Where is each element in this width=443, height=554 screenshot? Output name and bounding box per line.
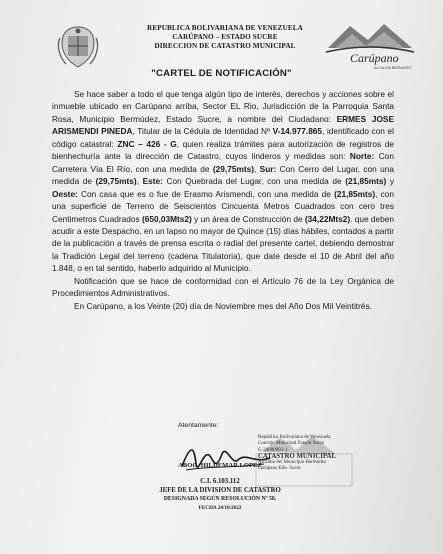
paragraph-place-date: En Carúpano, a los Veinte (20) día de Noviembre mes del Año Dos Mil Veintitrés.: [74, 300, 372, 311]
text-run: ,: [253, 163, 260, 174]
signature-block: [0, 414, 443, 554]
stamp-line-4: CATASTRO MUNICIPAL: [258, 452, 336, 460]
text-run: , Titular de la Cédula de Identidad Nº: [132, 126, 273, 137]
text-run: . que deben acudir a este Despacho, en un lapso no mayor de Quince (15) días hábiles, contados a partir de la publicación a través de prensa escrita o radial del presente cartel, debiendo demostrar la Tradición Legal del terreno (cadena Titulatoria), que date desde el 10 de Abril del año 1.848, o en tal sentido, haberlo adquirido al Municipio.: [52, 213, 394, 274]
document-body: [52, 88, 394, 312]
bold-run: (21,85mts): [334, 188, 376, 199]
logo-subtext: ALCALDIA BERMUDEZ: [374, 66, 412, 70]
letterhead: [0, 14, 443, 70]
bold-run: (650,03Mts2): [141, 213, 192, 224]
text-run: Con Carretera Vía El Río, con una medida de: [52, 151, 394, 174]
signatory-name: ABOG. HILDEMAR LOPEZ: [178, 462, 262, 469]
text-run: , quien realiza trámites para autorización de registros de bienhechuría ante la dirección de Catastro, cuyos linderos y medidas son:: [52, 138, 394, 162]
stamp-line-3: G-20000992-1: [258, 447, 288, 453]
stamp-line-6: Carúpano Edo. Sucre: [258, 466, 301, 472]
text-run: , identificado con el código catastral:: [52, 126, 394, 149]
paragraph-notice: [52, 88, 394, 275]
paragraph-legal-basis: Notificación que se hace de conformidad con el Artículo 76 de la Ley Orgánica de Procedimientos Administrativos.: [52, 275, 394, 299]
bold-run: ERMES JOSE ARISMENDI PINEDA: [52, 113, 394, 137]
bold-run: (34,22Mts2): [304, 213, 351, 224]
letterhead-text: [120, 24, 330, 51]
bold-run: (29,75mts): [212, 163, 254, 174]
signatory-role: JEFE DE LA DIVISION DE CATASTRO: [159, 487, 281, 494]
bold-run: Este:: [142, 176, 163, 187]
signatory-id: C.I. 6.103.112: [200, 478, 240, 485]
logo-text: Carúpano: [350, 51, 399, 65]
text-run: y: [386, 176, 394, 187]
coat-of-arms-seal: [56, 24, 100, 70]
bold-run: ZNC – 426 - G: [117, 138, 177, 149]
signatory-date: FECHA 24/10/2022: [198, 505, 242, 511]
closing-atentamente: Atentamente:: [178, 422, 219, 429]
stamp-line-5: Alcaldía del Municipio Bermúdez: [258, 460, 327, 466]
text-run: Con Cerro del Lugar, con una medida de: [52, 163, 394, 187]
bold-run: V-14.977.865: [272, 126, 323, 137]
stamp-line-2: Concejo Municipal Estado Sucre: [258, 441, 324, 447]
text-run: , con una superficie de Terreno de Seiscientos Cincuenta Metros Cuadrados con cero tres Centimetros Cuadrados: [52, 188, 394, 224]
document-title: "CARTEL DE NOTIFICACIÓN": [151, 68, 292, 79]
handwritten-signature: [176, 436, 276, 480]
bold-run: Sur:: [259, 163, 277, 174]
text-run: y un área de Construcción de: [191, 213, 305, 224]
header-line-2: CARÚPANO – ESTADO SUCRE: [172, 33, 278, 41]
text-run: ,: [136, 176, 143, 187]
signatory-designation: DESIGNADA SEGÚN RESOLUCIÓN Nº 58.: [163, 496, 277, 502]
text-run: Se hace saber a todo el que tenga algún tipo de interés, derechos y acciones sobre el inmueble ubicado en Carúpano arriba, Sector EL Rio, Jurisdicción de la Parroquia Santa Rosa, Municipio Bermúdez, Estado Sucre, a nombre del Ciudadano:: [52, 89, 394, 124]
text-run: Con Quebrada del Lugar, con una medida de: [162, 176, 346, 187]
bold-run: Oeste:: [52, 188, 78, 199]
bold-run: (21,85mts): [345, 176, 387, 187]
text-run: Con casa que es o fue de Erasmo Arismendi, con una medida de: [77, 188, 335, 199]
carupano-logo: [322, 18, 418, 70]
header-line-3: DIRECCION DE CATASTRO MUNICIPAL: [154, 42, 296, 50]
bold-run: Norte:: [349, 151, 375, 162]
bold-run: (29,75mts): [95, 176, 137, 187]
stamp-line-1: República Bolivariana de Venezuela: [258, 435, 331, 440]
header-line-1: REPUBLICA BOLIVARIANA DE VENEZUELA: [147, 24, 303, 32]
